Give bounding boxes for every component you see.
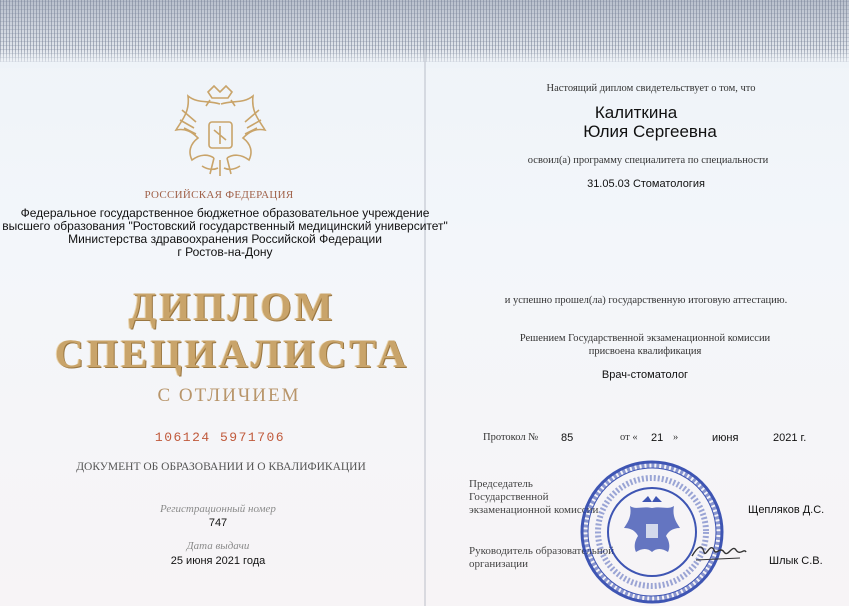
registration-number: 747 (208, 517, 228, 529)
document-type: ДОКУМЕНТ ОБ ОБРАЗОВАНИИ И О КВАЛИФИКАЦИИ (76, 461, 366, 473)
protocol-number: 85 (561, 432, 574, 444)
institution-city: г Ростов-на-Дону (177, 245, 273, 259)
commission-line-2: присвоена квалификация (588, 346, 702, 357)
date-quote-close: » (673, 432, 679, 443)
page-fold (424, 0, 426, 606)
diploma-title: ДИПЛОМ (128, 284, 336, 329)
signature-icon (690, 538, 748, 564)
program-text: освоил(а) программу специалитета по специальности (527, 155, 769, 166)
chair-name: Щепляков Д.С. (748, 504, 825, 516)
coat-of-arms-icon (168, 82, 273, 182)
protocol-label: Протокол № (483, 432, 539, 443)
issue-date-label: Дата выдачи (186, 540, 250, 552)
qualification: Врач-стоматолог (601, 369, 689, 381)
intro-text: Настоящий диплом свидетельствует о том, что (546, 83, 756, 94)
serial-number: 106124 5971706 (154, 430, 286, 445)
attestation-text: и успешно прошел(ла) государственную итоговую аттестацию. (504, 295, 788, 306)
specialty: 31.05.03 Стоматология (587, 178, 705, 190)
institution-line-1: Федеральное государственное бюджетное образовательное учреждение (20, 206, 430, 220)
date-from-label: от « (620, 432, 638, 443)
honors-label: С ОТЛИЧИЕМ (157, 385, 301, 406)
protocol-day: 21 (651, 432, 664, 444)
head-name: Шлык С.В. (769, 555, 823, 567)
chair-title-line-1: Председатель (469, 478, 533, 490)
protocol-month: июня (712, 432, 739, 444)
issue-date: 25 июня 2021 года (170, 555, 266, 567)
graduate-given-names: Юлия Сергеевна (583, 122, 717, 141)
head-title-line-1: Руководитель образовательной (469, 545, 615, 557)
graduate-surname: Калиткина (594, 103, 678, 122)
institution-line-2: высшего образования "Ростовский государственный медицинский университет" (2, 219, 448, 233)
diploma-subtitle: СПЕЦИАЛИСТА (54, 331, 410, 376)
commission-line-1: Решением Государственной экзаменационной комиссии (519, 333, 771, 344)
registration-label: Регистрационный номер (160, 503, 276, 515)
chair-title-line-3: экзаменационной комиссии (469, 504, 599, 516)
official-seal-icon (576, 456, 728, 606)
country-label: РОССИЙСКАЯ ФЕДЕРАЦИЯ (144, 189, 294, 201)
chair-title-line-2: Государственной (469, 491, 549, 503)
protocol-year: 2021 г. (773, 432, 807, 444)
institution-line-3: Министерства здравоохранения Российской Федерации (68, 232, 382, 246)
head-title-line-2: организации (469, 558, 529, 570)
